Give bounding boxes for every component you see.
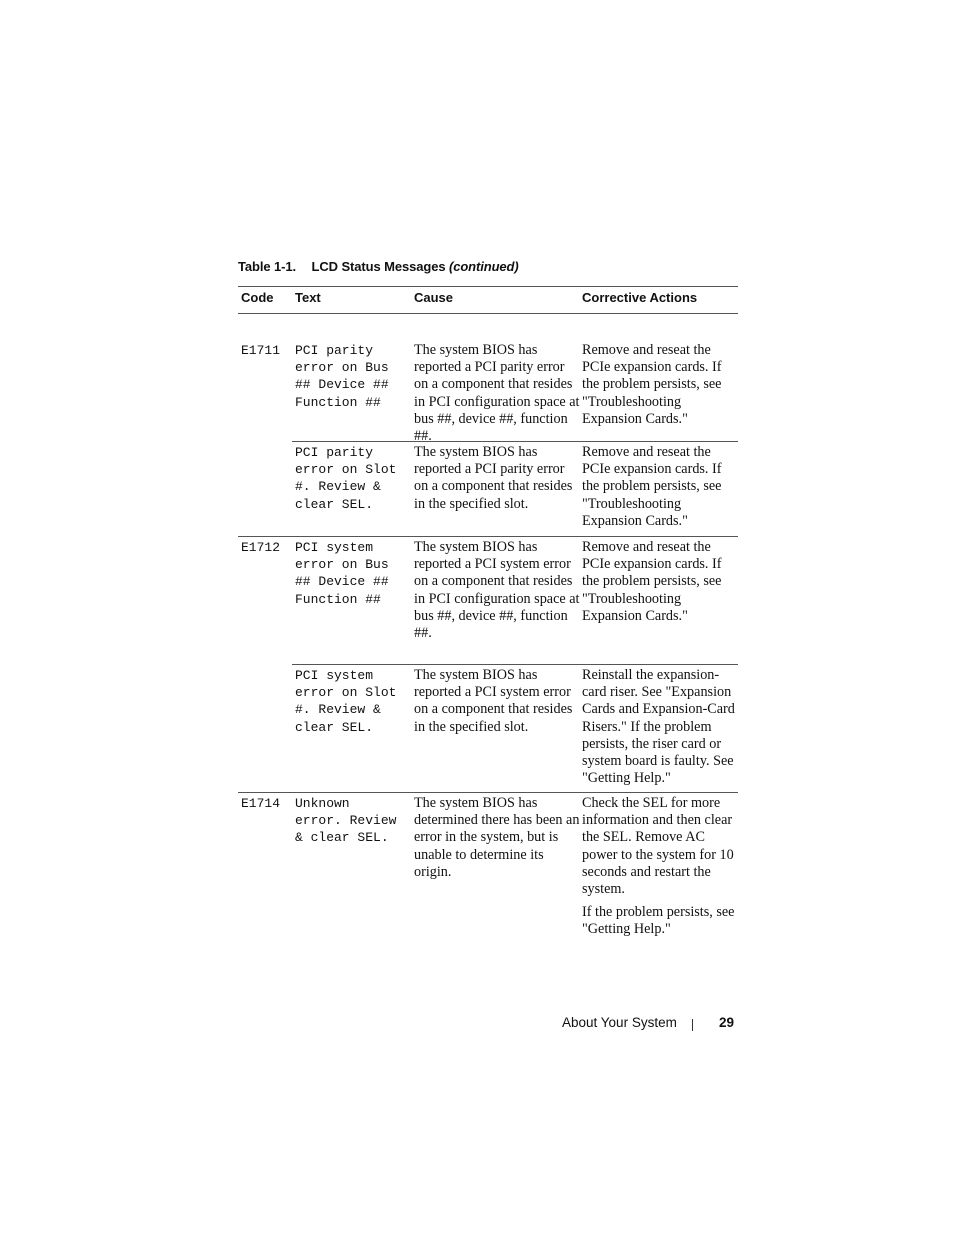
footer-separator <box>692 1019 693 1031</box>
action-paragraph: Remove and reseat the PCIe expansion cards. If the problem persists, see "Troubleshooting Expansion Cards." <box>582 444 722 529</box>
cause-cell: The system BIOS has reported a PCI parity error on a component that resides in PCI configuration space at bus ##, device ##, function ##. <box>414 342 580 445</box>
table-row <box>238 314 738 445</box>
cause-cell: The system BIOS has reported a PCI system error on a component that resides in PCI configuration space at bus ##, device ##, function ##. <box>414 539 580 642</box>
table-header <box>238 286 738 314</box>
table-row <box>292 664 738 792</box>
action-cell <box>582 667 740 787</box>
header-corrective-actions: Corrective Actions <box>582 290 698 305</box>
text-cell: PCI parity error on Bus ## Device ## Function ## <box>295 343 389 410</box>
action-cell <box>582 444 740 530</box>
table-row <box>238 537 738 664</box>
cause-cell: The system BIOS has reported a PCI parity error on a component that resides in the specified slot. <box>414 444 573 512</box>
action-cell <box>582 539 740 625</box>
text-cell: PCI system error on Bus ## Device ## Function ## <box>295 540 389 607</box>
footer-section-title: About Your System <box>562 1015 677 1030</box>
cause-cell: The system BIOS has reported a PCI system error on a component that resides in the specified slot. <box>414 667 573 735</box>
header-text: Text <box>295 290 321 305</box>
header-code: Code <box>241 290 274 305</box>
page-number: 29 <box>719 1015 735 1030</box>
lcd-status-table <box>238 286 738 943</box>
caption-number: Table 1-1. <box>238 259 297 274</box>
code-cell: E1714 <box>241 796 281 811</box>
table-group-e1712 <box>238 536 738 792</box>
code-cell: E1711 <box>241 343 281 358</box>
cause-cell: The system BIOS has determined there has been an error in the system, but is unable to determine its origin. <box>414 795 580 880</box>
table-row <box>238 793 738 943</box>
action-paragraph: Remove and reseat the PCIe expansion cards. If the problem persists, see "Troubleshooting Expansion Cards." <box>582 539 722 624</box>
table-row <box>292 441 738 536</box>
text-cell: PCI parity error on Slot #. Review & clear SEL. <box>295 445 397 512</box>
action-cell <box>582 795 740 939</box>
text-cell: Unknown error. Review & clear SEL. <box>295 796 397 846</box>
table-caption <box>238 259 519 274</box>
action-cell <box>582 342 740 428</box>
action-paragraph: Reinstall the expansion-card riser. See "Expansion Cards and Expansion-Card Risers." If the problem persists, the riser card or system board is faulty. See "Getting Help." <box>582 667 735 787</box>
table-group-e1714 <box>238 792 738 943</box>
code-cell: E1712 <box>241 540 281 555</box>
caption-title: LCD Status Messages <box>311 259 446 274</box>
action-paragraph: If the problem persists, see "Getting Help." <box>582 904 735 938</box>
text-cell: PCI system error on Slot #. Review & clear SEL. <box>295 668 397 735</box>
action-paragraph: Remove and reseat the PCIe expansion cards. If the problem persists, see "Troubleshooting Expansion Cards." <box>582 342 722 427</box>
table-group-e1711 <box>238 314 738 536</box>
caption-continued: (continued) <box>448 259 519 274</box>
header-cause: Cause <box>414 290 454 305</box>
action-paragraph: Check the SEL for more information and then clear the SEL. Remove AC power to the system for 10 seconds and restart the system. <box>582 795 734 898</box>
